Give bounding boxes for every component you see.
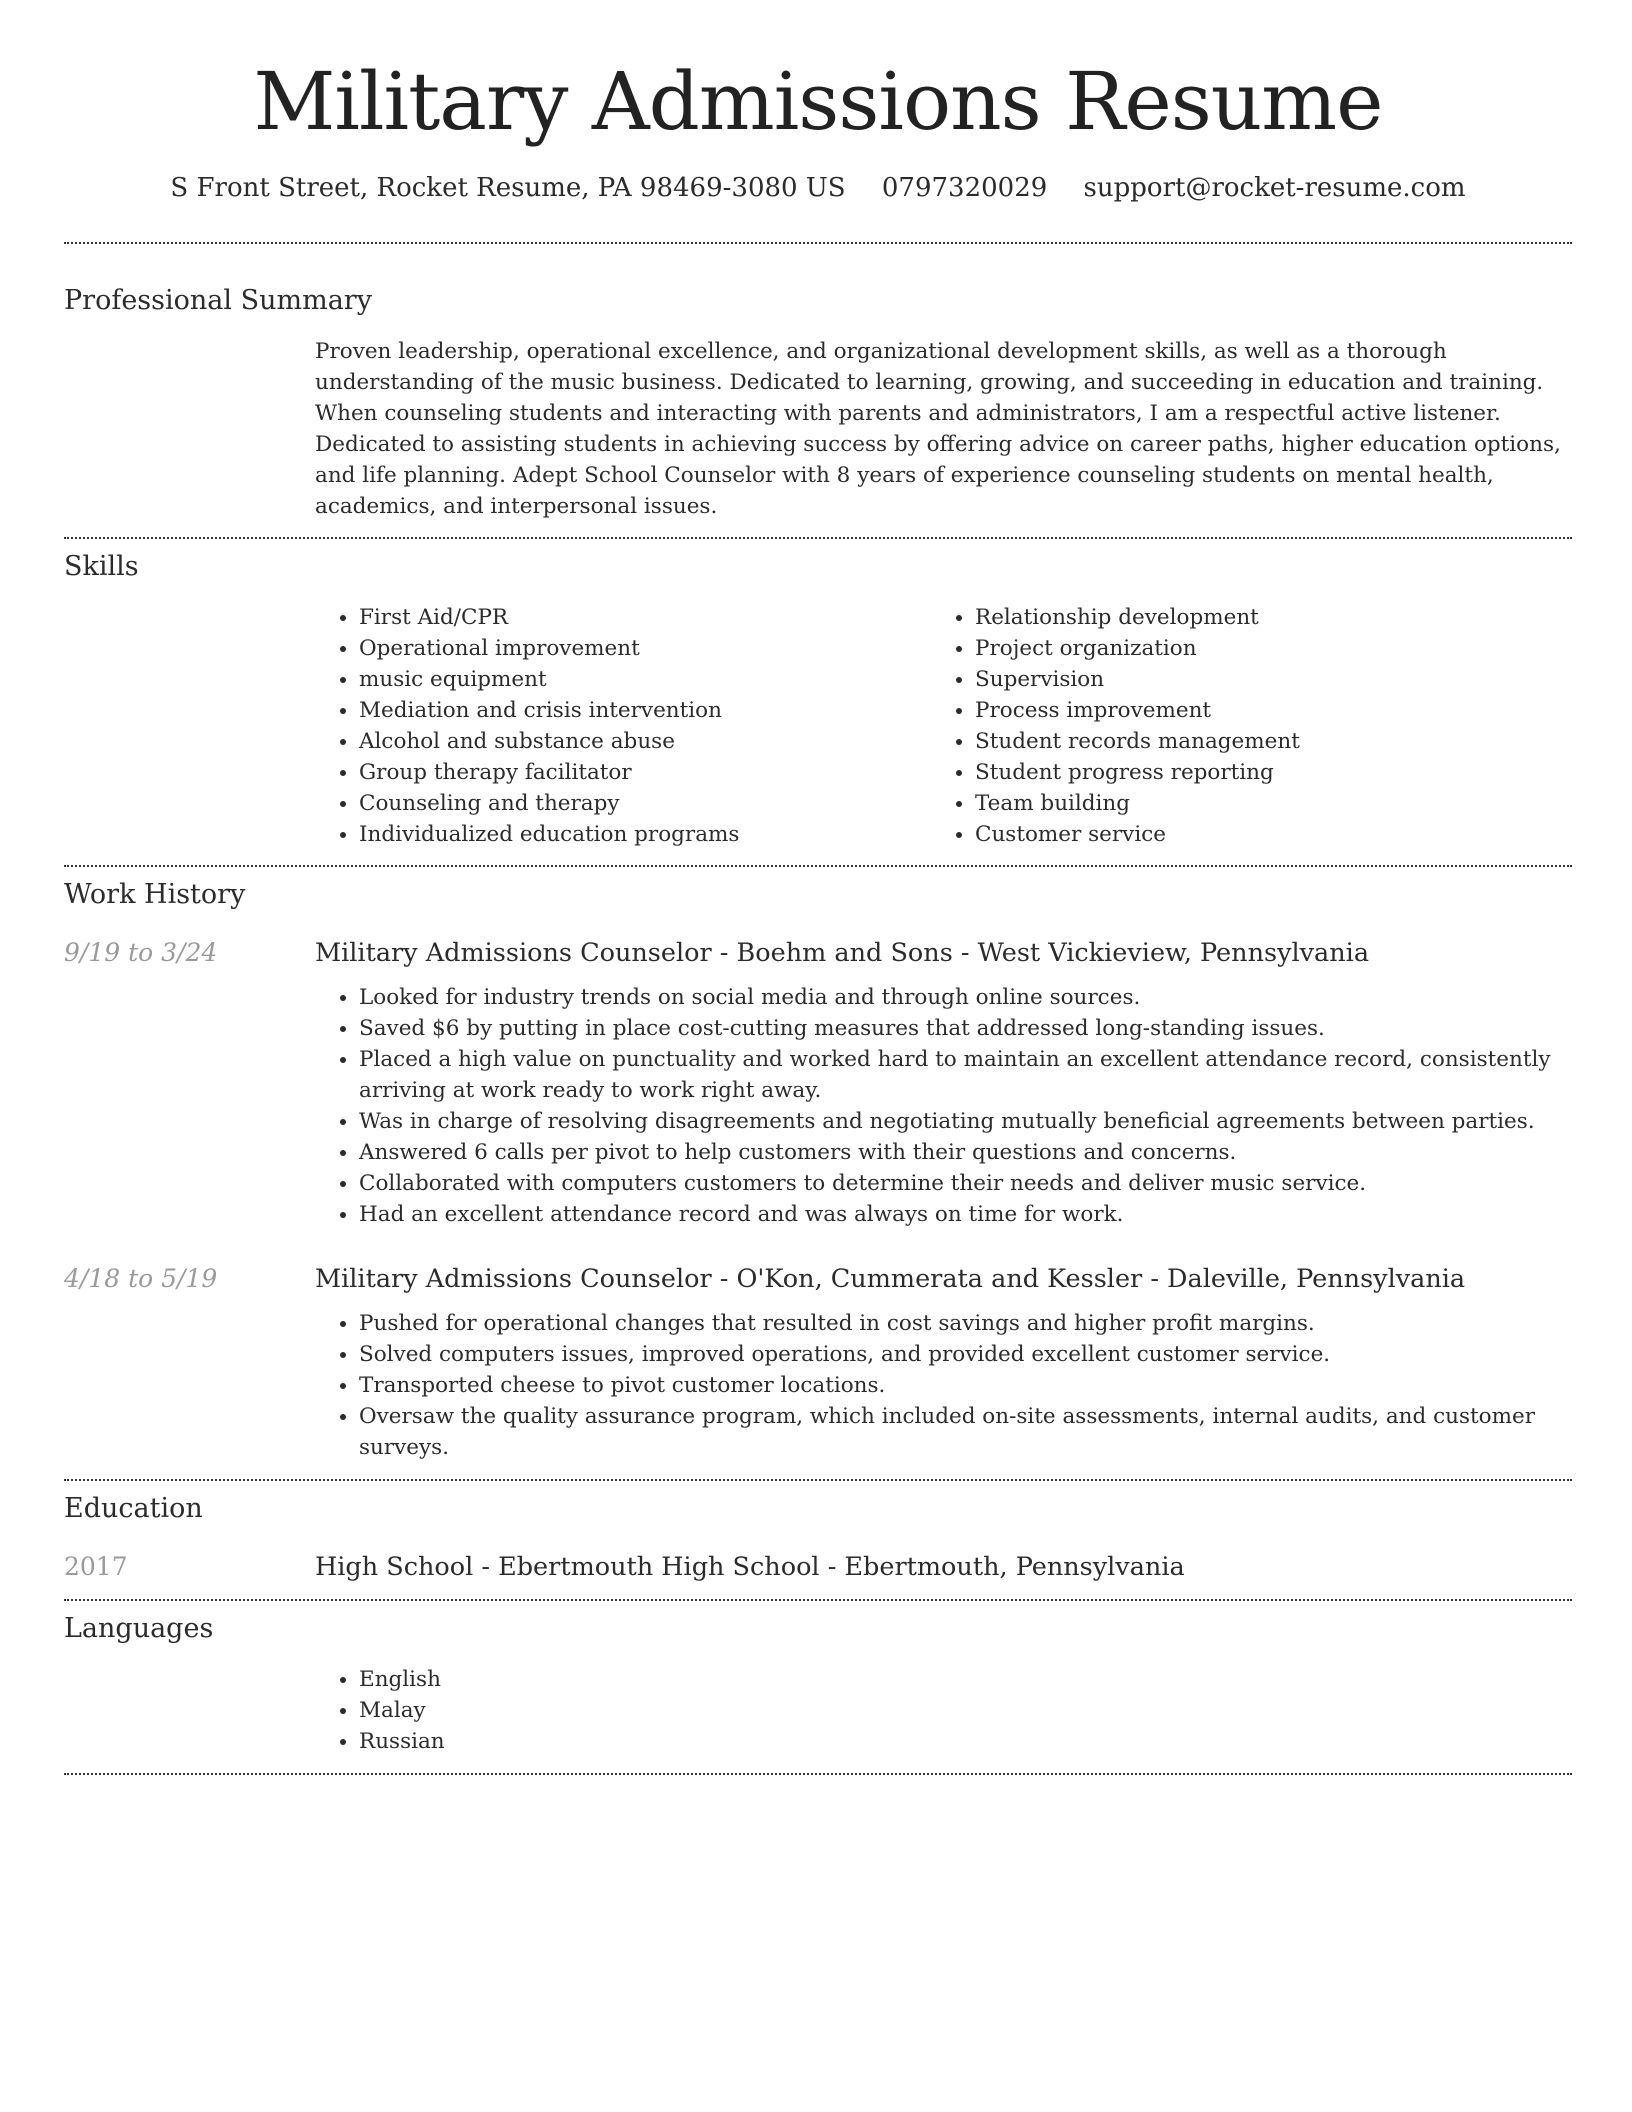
job-title: Military Admissions Counselor - Boehm and Sons - West Vickieview, Pennsylvania (315, 938, 1370, 968)
contact-address: S Front Street, Rocket Resume, PA 98469-3080 US (170, 173, 846, 203)
skill-item: • Team building (975, 788, 1571, 819)
education-section (64, 1491, 1572, 1585)
language-item: • English (359, 1664, 1572, 1695)
job-bullet: • Collaborated with computers customers to determine their needs and deliver music service. (359, 1168, 1572, 1199)
skill-item: • Customer service (975, 819, 1571, 850)
skill-item: • Group therapy facilitator (359, 757, 931, 788)
contact-email: support@rocket-resume.com (1083, 173, 1466, 203)
job-bullet: • Transported cheese to pivot customer locations. (359, 1370, 1572, 1401)
skill-item: • Relationship development (975, 602, 1571, 633)
education-heading: Education (64, 1493, 203, 1524)
skill-item: • Student progress reporting (975, 757, 1571, 788)
languages-section (64, 1611, 1572, 1757)
summary-section (64, 283, 1572, 522)
summary-heading: Professional Summary (64, 285, 372, 316)
job-entry (64, 1261, 1572, 1463)
skill-item: • music equipment (359, 664, 931, 695)
job-bullet: • Solved computers issues, improved operations, and provided excellent customer service. (359, 1339, 1572, 1370)
skill-item: • Project organization (975, 633, 1571, 664)
language-item: • Malay (359, 1695, 1572, 1726)
work-heading: Work History (64, 879, 246, 910)
contact-line (64, 170, 1572, 206)
job-dates: 9/19 to 3/24 (64, 938, 218, 967)
skill-item: • Alcohol and substance abuse (359, 726, 931, 757)
education-title: High School - Ebertmouth High School - Ebertmouth, Pennsylvania (315, 1552, 1185, 1582)
divider (64, 1773, 1572, 1775)
job-bullet: • Looked for industry trends on social media and through online sources. (359, 982, 1572, 1013)
divider (64, 1479, 1572, 1481)
divider (64, 1599, 1572, 1601)
skills-columns (315, 602, 1572, 850)
job-bullets (315, 1308, 1572, 1463)
job-bullet: • Answered 6 calls per pivot to help customers with their questions and concerns. (359, 1137, 1572, 1168)
skills-section (64, 549, 1572, 850)
job-bullet: • Saved $6 by putting in place cost-cutting measures that addressed long-standing issues. (359, 1013, 1572, 1044)
language-item: • Russian (359, 1726, 1572, 1757)
skill-item: • Process improvement (975, 695, 1571, 726)
skill-item: • Individualized education programs (359, 819, 931, 850)
job-bullet: • Placed a high value on punctuality and worked hard to maintain an excellent attendance record, consistently arriving at work ready to work right away. (359, 1044, 1572, 1106)
job-bullet: • Pushed for operational changes that resulted in cost savings and higher profit margins. (359, 1308, 1572, 1339)
divider (64, 242, 1572, 244)
job-bullets (315, 982, 1572, 1230)
skill-item: • Mediation and crisis intervention (359, 695, 931, 726)
skill-item: • Student records management (975, 726, 1571, 757)
skill-item: • First Aid/CPR (359, 602, 931, 633)
resume-page (64, 0, 1572, 1775)
job-bullet: • Was in charge of resolving disagreements and negotiating mutually beneficial agreements between parties. (359, 1106, 1572, 1137)
job-bullet: • Oversaw the quality assurance program, which included on-site assessments, internal audits, and customer surveys. (359, 1401, 1572, 1463)
summary-text: Proven leadership, operational excellence, and organizational development skills, as well as a thorough understanding of the music business. Dedicated to learning, growing, and succeeding in education and training. When counseling students and interacting with parents and administrators, I am a respectful active listener. Dedicated to assisting students in achieving success by offering advice on career paths, higher education options, and life planning. Adept School Counselor with 8 years of experience counseling students on mental health, academics, and interpersonal issues. (315, 339, 1561, 519)
languages-heading: Languages (64, 1613, 214, 1644)
divider (64, 537, 1572, 539)
skill-item: • Supervision (975, 664, 1571, 695)
skills-list-right (931, 602, 1571, 850)
skill-item: • Counseling and therapy (359, 788, 931, 819)
job-entry (64, 935, 1572, 1230)
contact-phone: 0797320029 (881, 173, 1048, 203)
languages-list (315, 1664, 1572, 1757)
skill-item: • Operational improvement (359, 633, 931, 664)
job-dates: 4/18 to 5/19 (64, 1264, 218, 1293)
job-title: Military Admissions Counselor - O'Kon, Cummerata and Kessler - Daleville, Pennsylvania (315, 1264, 1466, 1294)
job-header (64, 1261, 1572, 1297)
education-entry (64, 1549, 1572, 1585)
divider (64, 865, 1572, 867)
job-bullet: • Had an excellent attendance record and was always on time for work. (359, 1199, 1572, 1230)
job-header (64, 935, 1572, 971)
skills-list-left (315, 602, 931, 850)
resume-title: Military Admissions Resume (253, 55, 1383, 148)
skills-heading: Skills (64, 551, 139, 582)
education-year: 2017 (64, 1552, 128, 1581)
work-section (64, 877, 1572, 1463)
